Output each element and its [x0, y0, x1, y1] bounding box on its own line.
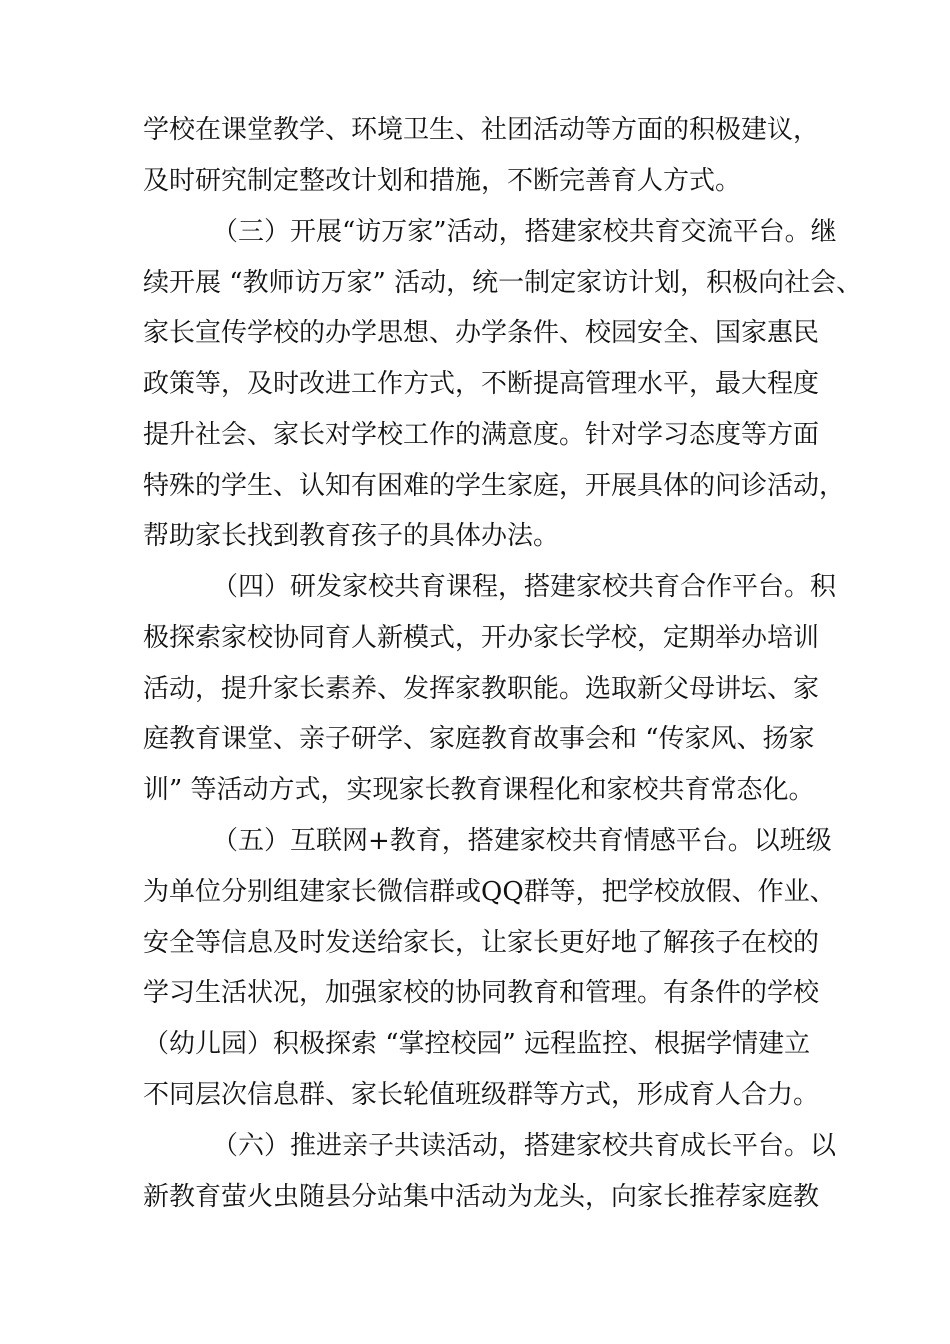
text-line-1: 学校在课堂教学、环境卫生、社团活动等方面的积极建议， — [143, 115, 820, 145]
text-line-8: 特殊的学生、认知有困难的学生家庭，开展具体的问诊活动， — [143, 471, 846, 501]
text-line-9: 帮助家长找到教育孩子的具体办法。 — [143, 521, 560, 551]
text-line-13: 庭教育课堂、亲子研学、家庭教育故事会和 “传家风、扬家 — [143, 724, 815, 754]
text-line-2: 及时研究制定整改计划和措施，不断完善育人方式。 — [143, 166, 742, 196]
text-line-15: （五）互联网+教育，搭建家校共育情感平台。以班级 — [212, 826, 832, 856]
text-line-3: （三）开展“访万家”活动，搭建家校共育交流平台。继 — [212, 217, 837, 247]
text-line-7: 提升社会、家长对学校工作的满意度。针对学习态度等方面 — [143, 420, 820, 450]
text-line-18: 学习生活状况，加强家校的协同教育和管理。有条件的学校 — [143, 978, 820, 1008]
text-line-17: 安全等信息及时发送给家长，让家长更好地了解孩子在校的 — [143, 928, 820, 958]
text-line-10: （四）研发家校共育课程，搭建家校共育合作平台。积 — [212, 572, 837, 602]
text-line-5: 家长宣传学校的办学思想、办学条件、校园安全、国家惠民 — [143, 318, 820, 348]
text-line-19: （幼儿园）积极探索 “掌控校园” 远程监控、根据学情建立 — [143, 1029, 811, 1059]
text-line-12: 活动，提升家长素养、发挥家教职能。选取新父母讲坛、家 — [143, 674, 820, 704]
text-line-14: 训” 等活动方式，实现家长教育课程化和家校共育常态化。 — [143, 775, 815, 805]
text-line-6: 政策等，及时改进工作方式，不断提高管理水平，最大程度 — [143, 369, 820, 399]
text-line-11: 极探索家校协同育人新模式，开办家长学校，定期举办培训 — [143, 623, 820, 653]
text-line-4: 续开展 “教师访万家” 活动，统一制定家访计划，积极向社会、 — [143, 268, 863, 298]
text-line-20: 不同层次信息群、家长轮值班级群等方式，形成育人合力。 — [143, 1080, 820, 1110]
text-line-16: 为单位分别组建家长微信群或QQ群等，把学校放假、作业、 — [143, 877, 836, 907]
text-line-21: （六）推进亲子共读活动，搭建家校共育成长平台。以 — [212, 1131, 837, 1161]
text-line-22: 新教育萤火虫随县分站集中活动为龙头，向家长推荐家庭教 — [143, 1182, 820, 1212]
